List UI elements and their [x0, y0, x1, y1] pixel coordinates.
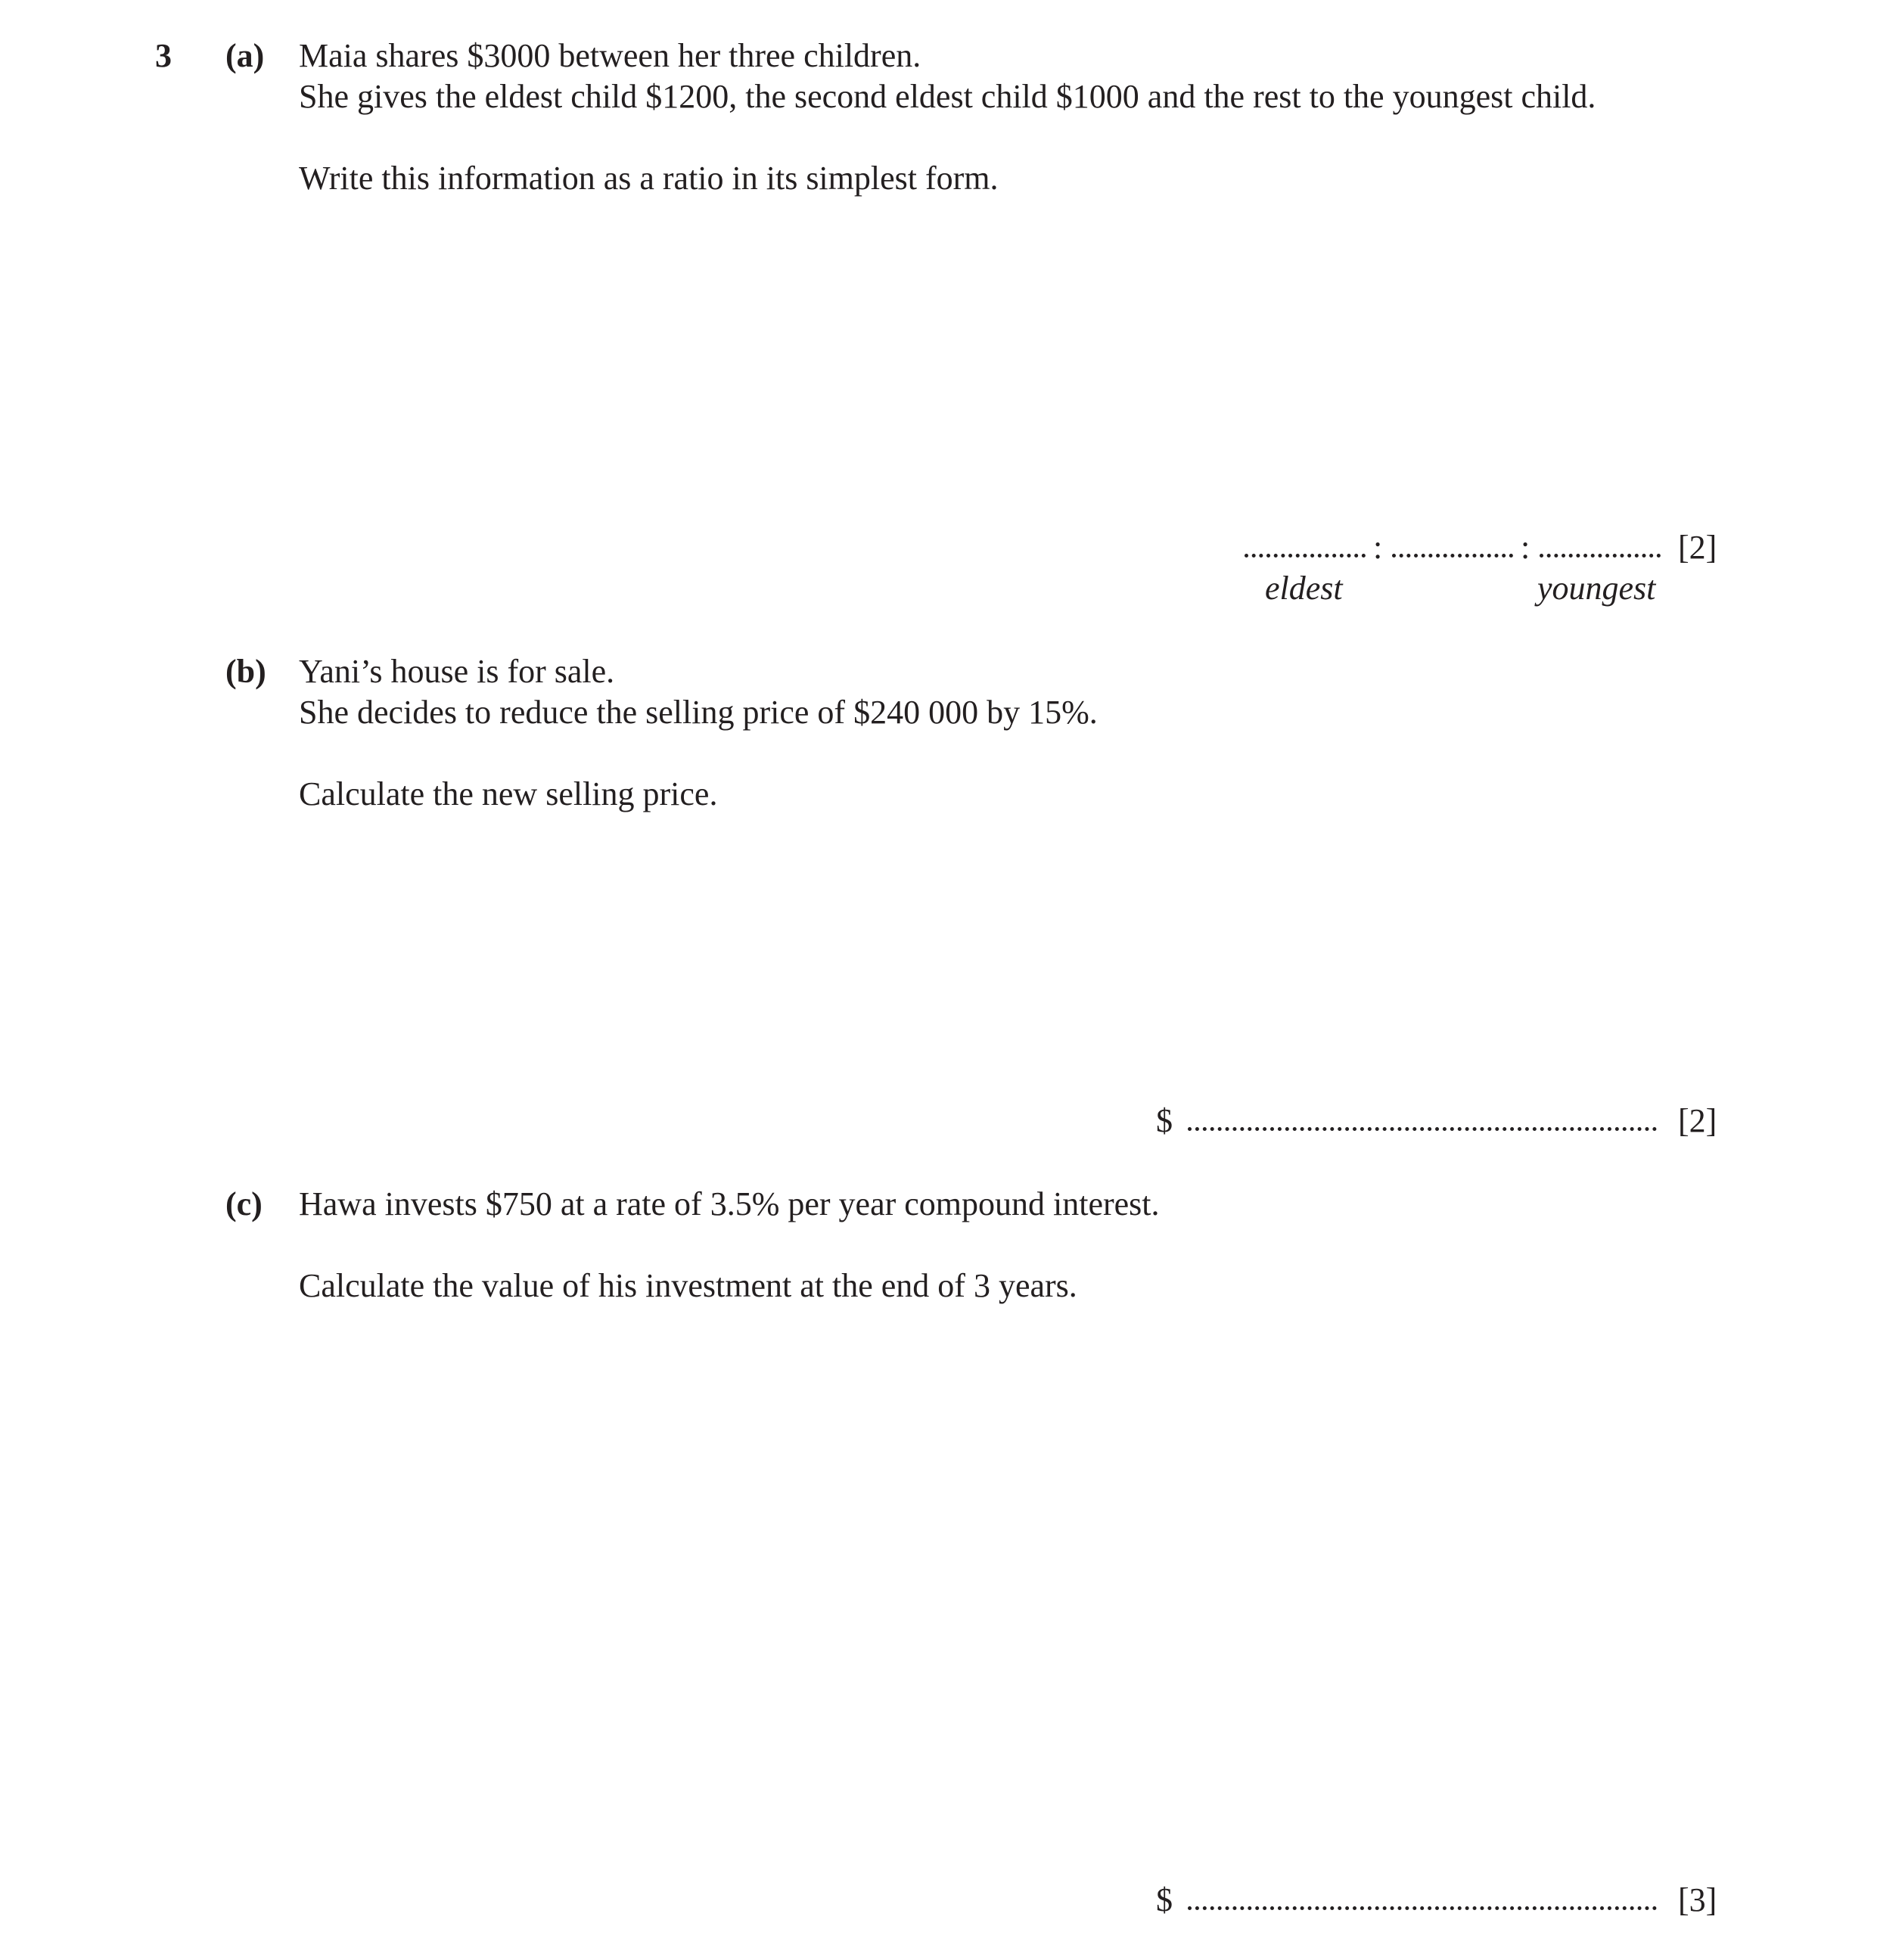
ratio-answer-blank-second[interactable] — [1392, 554, 1513, 558]
part-a-label: (a) — [225, 37, 265, 74]
ratio-caption-youngest: youngest — [1537, 570, 1656, 607]
part-b-currency-symbol: $ — [1156, 1102, 1173, 1139]
part-b-answer-blank[interactable] — [1188, 1127, 1657, 1131]
part-b-line-2: She decides to reduce the selling price of $240 000 by 15%. — [299, 694, 1098, 731]
part-a-instruction: Write this information as a ratio in its simplest form. — [299, 160, 999, 197]
part-c-answer-blank[interactable] — [1188, 1906, 1657, 1910]
part-a-line-1: Maia shares $3000 between her three children. — [299, 37, 921, 74]
part-a-marks: [2] — [1678, 529, 1717, 566]
ratio-answer-blank-youngest[interactable] — [1540, 554, 1661, 558]
part-a-line-2: She gives the eldest child $1200, the second eldest child $1000 and the rest to the youngest child. — [299, 78, 1596, 115]
part-b-instruction: Calculate the new selling price. — [299, 775, 718, 812]
ratio-answer-blank-eldest[interactable] — [1245, 554, 1366, 558]
part-c-currency-symbol: $ — [1156, 1881, 1173, 1918]
ratio-separator-2: : — [1521, 529, 1531, 566]
ratio-caption-eldest: eldest — [1265, 570, 1343, 607]
part-c-marks: [3] — [1678, 1881, 1717, 1918]
part-c-label: (c) — [225, 1185, 263, 1222]
part-b-label: (b) — [225, 653, 266, 690]
part-b-marks: [2] — [1678, 1102, 1717, 1139]
part-b-line-1: Yani’s house is for sale. — [299, 653, 615, 690]
part-c-instruction: Calculate the value of his investment at the end of 3 years. — [299, 1267, 1077, 1304]
part-c-line-1: Hawa invests $750 at a rate of 3.5% per year compound interest. — [299, 1185, 1160, 1222]
question-number: 3 — [155, 37, 172, 74]
ratio-separator-1: : — [1373, 529, 1383, 566]
